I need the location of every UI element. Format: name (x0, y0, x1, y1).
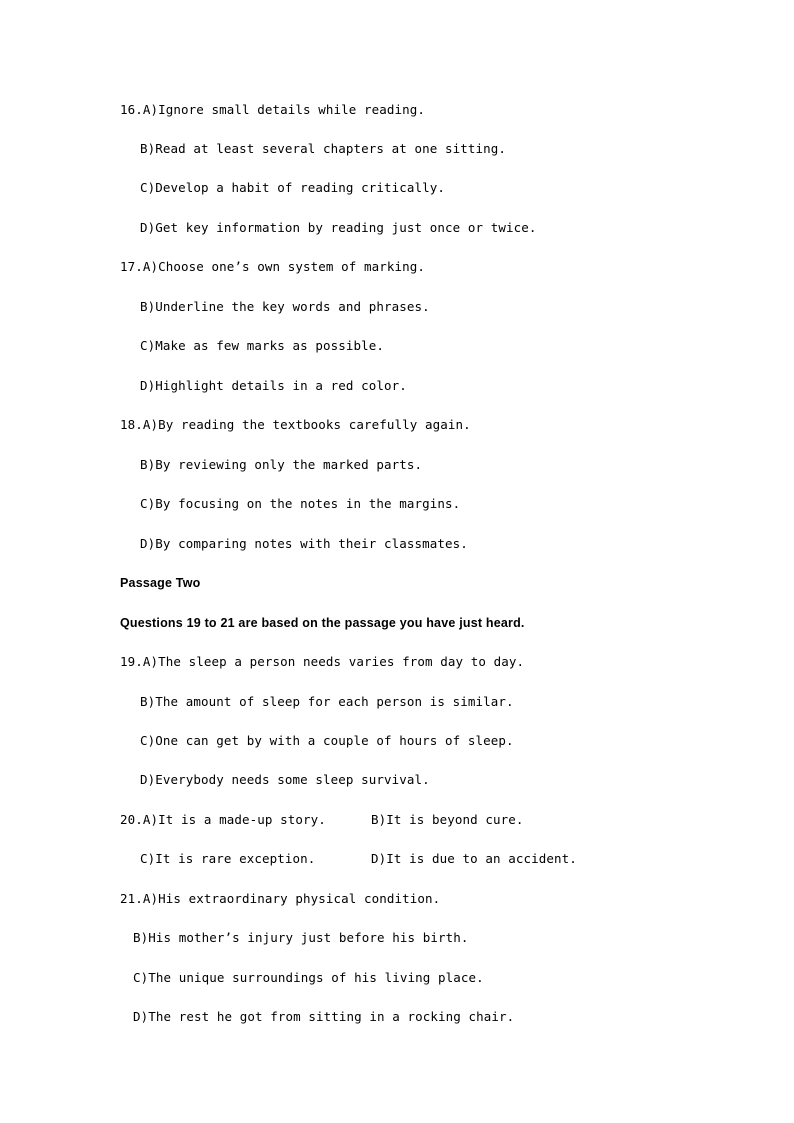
question-16-option-d: D)Get key information by reading just once or twice. (140, 220, 537, 235)
question-18-option-d: D)By comparing notes with their classmates. (140, 536, 468, 551)
question-20-option-c: C)It is rare exception. (140, 851, 316, 866)
question-21-option-b: B)His mother’s injury just before his birth. (133, 930, 469, 945)
question-18-option-c: C)By focusing on the notes in the margins. (140, 496, 461, 511)
question-16-option-a: 16.A)Ignore small details while reading. (120, 102, 426, 117)
question-19-option-d: D)Everybody needs some sleep survival. (140, 772, 430, 787)
question-17-option-c: C)Make as few marks as possible. (140, 338, 385, 353)
question-20-option-d: D)It is due to an accident. (371, 851, 577, 866)
question-18-option-a: 18.A)By reading the textbooks carefully again. (120, 417, 471, 432)
question-21-option-c: C)The unique surroundings of his living place. (133, 970, 484, 985)
question-20-option-b: B)It is beyond cure. (371, 812, 524, 827)
passage-two-heading: Passage Two (120, 576, 201, 590)
question-21-option-d: D)The rest he got from sitting in a rocking chair. (133, 1009, 515, 1024)
question-19-option-b: B)The amount of sleep for each person is similar. (140, 694, 514, 709)
question-19-option-c: C)One can get by with a couple of hours of sleep. (140, 733, 514, 748)
question-20-option-a: 20.A)It is a made-up story. (120, 812, 326, 827)
passage-two-instruction: Questions 19 to 21 are based on the passage you have just heard. (120, 616, 525, 630)
question-17-option-d: D)Highlight details in a red color. (140, 378, 407, 393)
question-19-option-a: 19.A)The sleep a person needs varies from day to day. (120, 654, 525, 669)
question-18-option-b: B)By reviewing only the marked parts. (140, 457, 423, 472)
question-17-option-b: B)Underline the key words and phrases. (140, 299, 430, 314)
question-17-option-a: 17.A)Choose one’s own system of marking. (120, 259, 426, 274)
question-16-option-b: B)Read at least several chapters at one sitting. (140, 141, 507, 156)
question-16-option-c: C)Develop a habit of reading critically. (140, 180, 446, 195)
question-21-option-a: 21.A)His extraordinary physical condition. (120, 891, 441, 906)
